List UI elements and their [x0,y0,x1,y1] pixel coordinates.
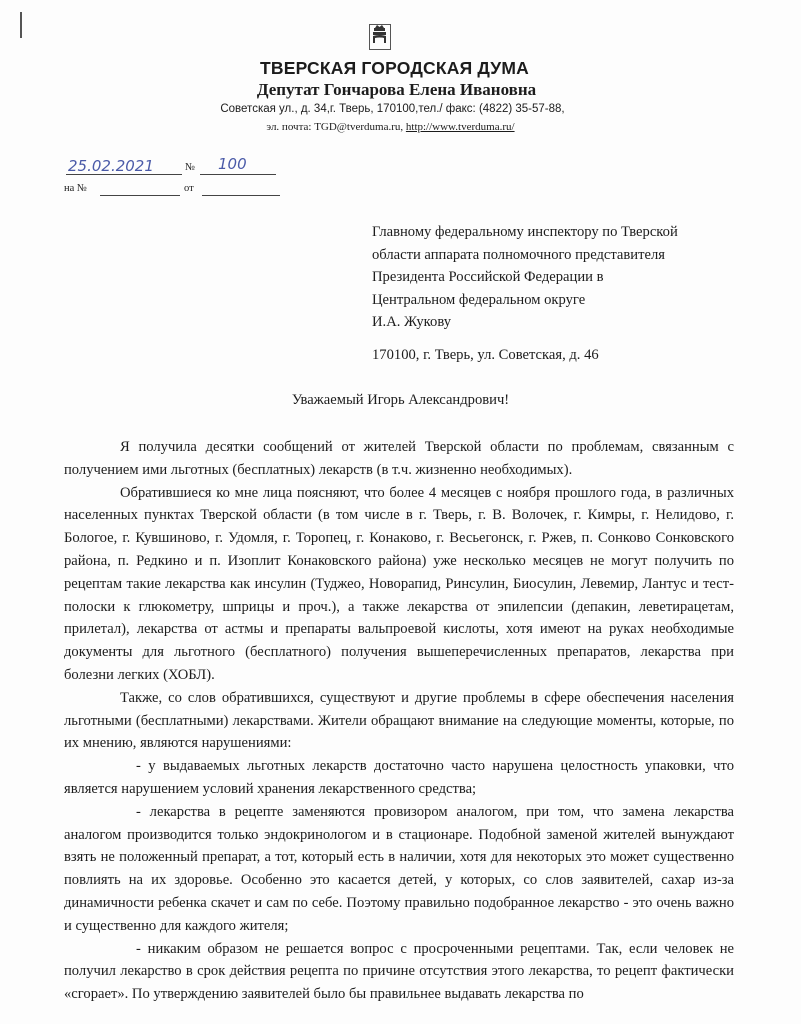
salutation: Уважаемый Игорь Александрович! [291,392,510,408]
address-line: Советская ул., д. 34,г. Тверь, 170100,тел./ факс: (4822) 35-57-88, [220,103,565,115]
list-item: - у выдаваемых льготных лекарств достаточно часто нарушена целостность упаковки, что является нарушением условий хранения лекарственного средства; [64,758,734,797]
coat-of-arms-icon [369,24,391,50]
email-text: эл. почта: TGD@tverduma.ru, [266,121,406,133]
recipient-line: Президента Российской Федерации в [372,269,604,285]
from-label: от [184,183,194,194]
recipient-line: области аппарата полномочного представителя [372,246,665,263]
website-link[interactable]: http://www.tverduma.ru/ [405,121,515,133]
reference-underline [100,195,180,196]
list-item: - никаким образом не решается вопрос с просроченными рецептами. Так, если человек не получил лекарство в срок действия рецепта по причине отсутствия этого лекарства, то рецепт фактически «сгорает». По утверждению заявителей было бы правильнее выдавать лекарства по [64,940,734,1003]
deputy-name: Депутат Гончарова Елена Ивановна [256,80,537,99]
margin-pen-mark [20,12,22,38]
recipient-line: И.А. Жукову [372,314,452,330]
list-item: - лекарства в рецепте заменяются провизором аналогом, при том, что замена лекарства аналогом производится только эндокринологом и в стационаре. Подобной заменой жителей вынуждают взять не положенный препарат, а тот, который есть в наличии, хотя для некоторых это может существенно повлиять на их здоровье. Особенно это касается детей, у которых, со слов заявителей, сахар из-за динамичности ребенка скачет и сам по себе. Поэтому правильно подобранное лекарство - это очень важно и существенно для каждого жителя; [64,803,734,934]
recipient-line: Центральном федеральном округе [372,291,586,308]
number-label: № [185,162,196,173]
registration-date: 25.02.2021 [68,157,154,175]
paragraph: Я получила десятки сообщений от жителей Тверской области по проблемам, связанным с получением ими льготных (бесплатных) лекарств (в т.ч. жизненно необходимых). [64,439,734,478]
recipient-line: Главному федеральному инспектору по Тверской [372,224,678,240]
paragraph: Также, со слов обратившихся, существуют и другие проблемы в сфере обеспечения населения льготными (бесплатными) лекарствами. Жители обращают внимание на следующие моменты, которые, по их мнению, являются нарушениями: [64,689,734,752]
recipient-block [372,221,678,334]
number-underline [200,174,276,175]
from-underline [202,195,280,196]
paragraph: Обратившиеся ко мне лица поясняют, что более 4 месяцев с ноября прошлого года, в различных населенных пунктах Тверской области (в том числе в г. Тверь, г. В. Волочек, г. Кимры, г. Нелидово, г. Бологое, г. Кувшиново, г. Удомля, г. Торопец, г. Конаково, г. Весьегонск, г. Ржев, п. Сонково Сонковского района, п. Редкино и п. Изоплит Конаковского района) уже несколько месяцев не могут получить по рецептам такие лекарства как инсулин (Туджео, Новорапид, Ринсулин, Биосулин, Левемир, Лантус и тест-полоски к глюкометру, шприцы и проч.), а также лекарства от эпилепсии (депакин, леветирацетам, прилетал), лекарства от астмы и препараты вальпроевой кислоты, хотя имеют на руках необходимые документы для льготного (бесплатного) получения вышеперечисленных препаратов, лекарства при болезни легких (ХОБЛ). [64,484,734,683]
recipient-address: 170100, г. Тверь, ул. Советская, д. 46 [372,347,599,363]
organization-name: ТВЕРСКАЯ ГОРОДСКАЯ ДУМА [259,58,529,78]
letter-body [64,436,734,1006]
contact-line [0,121,791,133]
date-underline [66,174,182,175]
registration-number: 100 [218,155,247,173]
reference-label: на № [64,183,87,194]
